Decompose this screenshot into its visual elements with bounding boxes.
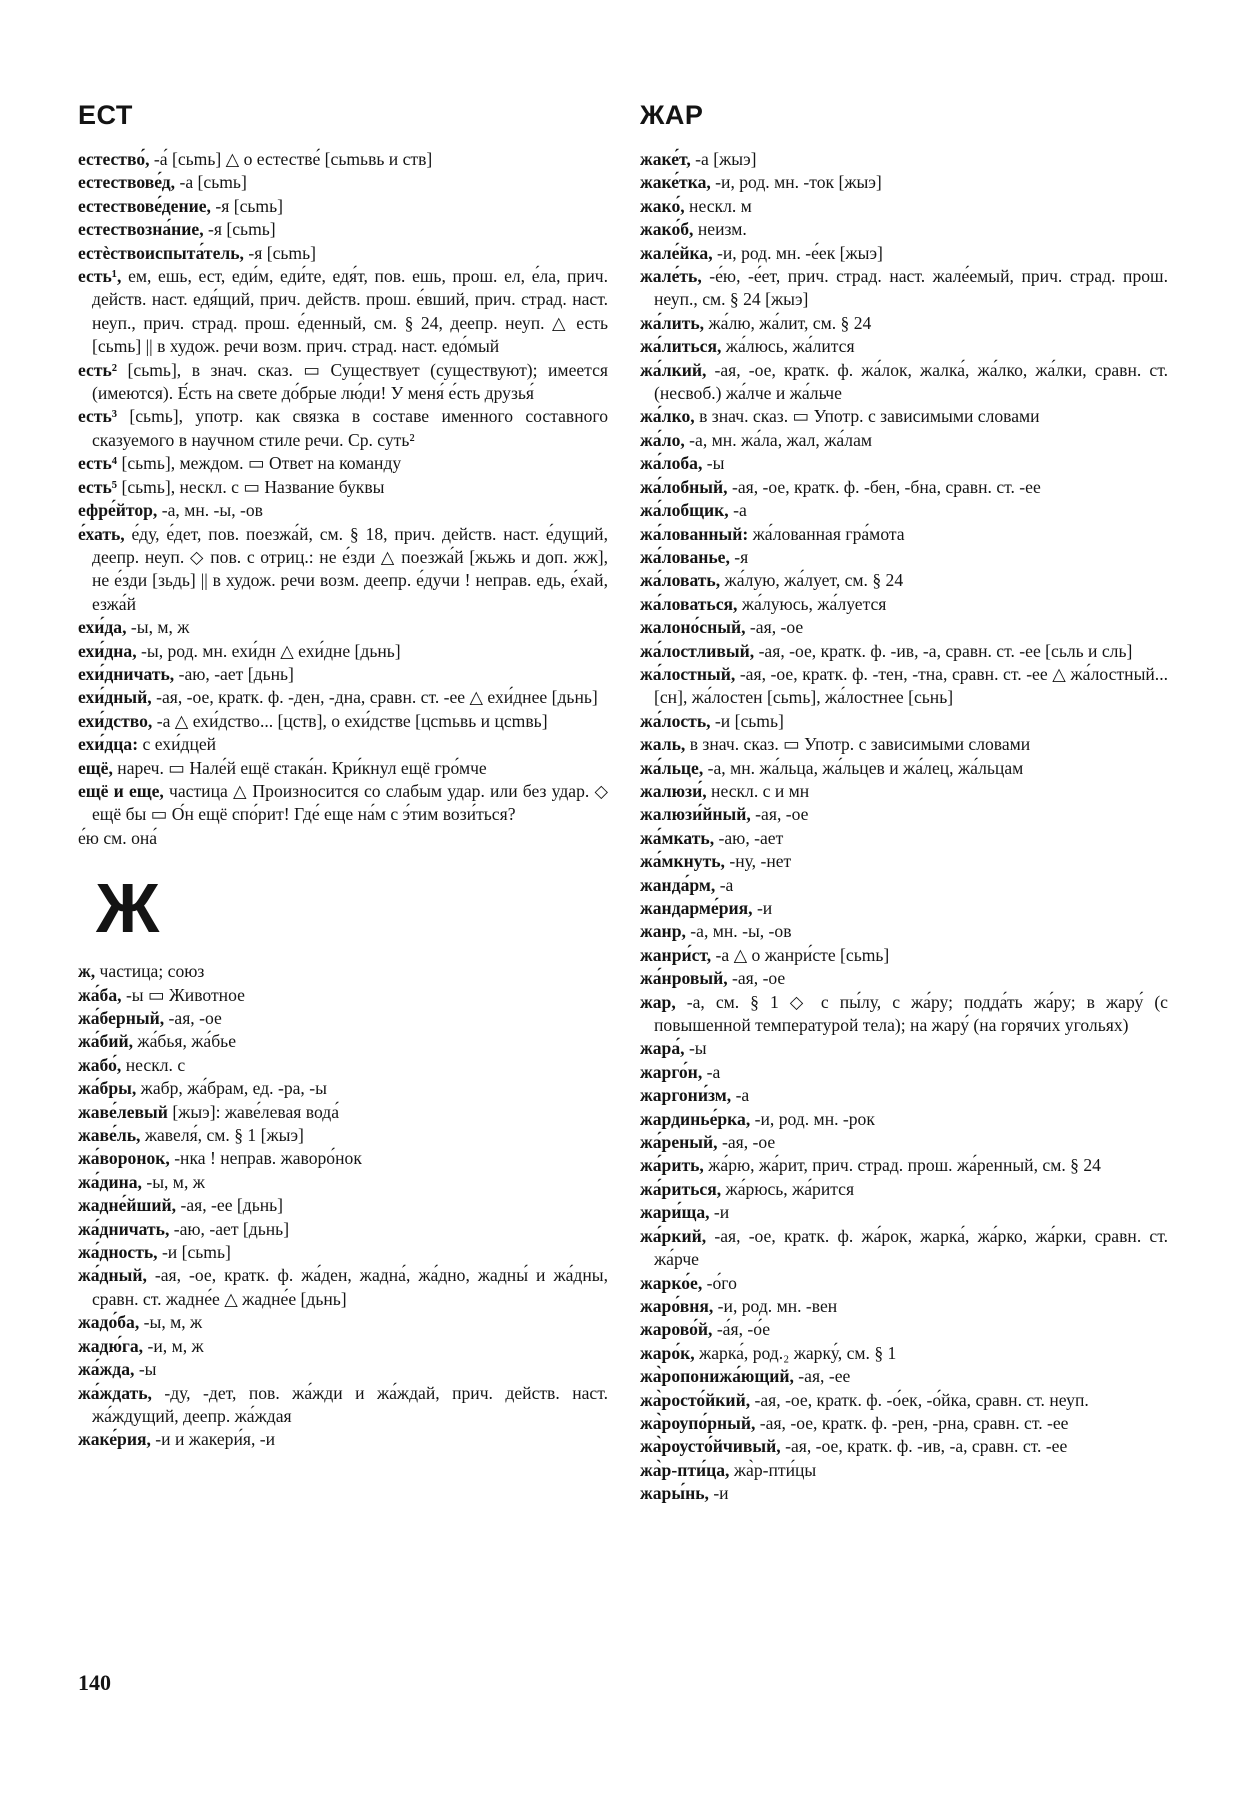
entry-text: -а <box>702 1061 721 1082</box>
entry-text: -ая, -ое <box>727 968 786 989</box>
entry-text: жа́бья, жа́бье <box>133 1031 237 1052</box>
headword: естествозна́ние, <box>78 219 204 240</box>
dictionary-entry <box>640 780 1168 803</box>
headword: жара́, <box>640 1038 685 1059</box>
headword: жа́жда, <box>78 1359 135 1380</box>
dictionary-entry <box>640 967 1168 990</box>
dictionary-entry <box>78 710 608 733</box>
dictionary-entry <box>78 1007 608 1030</box>
dictionary-entry <box>78 757 608 780</box>
dictionary-entry <box>640 593 1168 616</box>
dictionary-entry <box>78 265 608 359</box>
dictionary-entry <box>78 1030 608 1053</box>
entry-text: частица; союз <box>95 961 205 982</box>
headword: естѐствоиспыта́тель, <box>78 242 244 263</box>
entry-text: -аю, -ает <box>714 827 784 848</box>
entry-text: -ая, -ое, кратк. ф. жа́рок, жарка́, жа́рко, жа́рки, сравн. ст. жа́рче <box>654 1225 1168 1270</box>
headword: жа̀роусто́йчивый, <box>640 1436 781 1457</box>
dictionary-entry <box>640 569 1168 592</box>
dictionary-entry <box>640 827 1168 850</box>
dictionary-entry <box>78 1241 608 1264</box>
entry-text: е́ю см. она́ <box>78 827 158 848</box>
headword: жа́лованье, <box>640 546 730 567</box>
headword: жа́лобный, <box>640 476 728 497</box>
entry-text: -а <box>728 500 747 521</box>
headword: жадо́ба, <box>78 1312 140 1333</box>
headword: естествове́дение, <box>78 195 211 216</box>
dictionary-entry <box>640 335 1168 358</box>
headword: ж, <box>78 961 96 982</box>
headword: жа̀росто́йкий, <box>640 1389 751 1410</box>
headword: жале́ть, <box>640 266 702 287</box>
dictionary-entry <box>78 1382 608 1429</box>
entry-text: -а, мн. жа́ла, жал, жа́лам <box>684 429 873 450</box>
headword: жаро́вня, <box>640 1295 714 1316</box>
dictionary-entry <box>640 523 1168 546</box>
entry-text: -ая, -ее <box>793 1366 851 1387</box>
dictionary-entry <box>78 499 608 522</box>
dictionary-entry <box>640 1154 1168 1177</box>
headword: есть⁴ <box>78 453 118 474</box>
dictionary-entry <box>78 148 608 171</box>
entry-text: в знач. сказ. ▭ Употр. с зависимыми словами <box>685 734 1031 755</box>
headword: жа́дничать, <box>78 1218 170 1239</box>
dictionary-entry <box>640 1412 1168 1435</box>
entry-text: -а △ ехи́дство... [цств], о ехи́дстве [цсmьвь и цсmвь] <box>152 710 548 731</box>
dictionary-entry <box>78 686 608 709</box>
headword: жа́риться, <box>640 1178 722 1199</box>
headword: жалюзи́йный, <box>640 804 751 825</box>
entry-text: -а, мн. -ы, -ов <box>685 921 792 942</box>
entry-text: -и, род. мн. -е́ек [жыэ] <box>712 242 883 263</box>
dictionary-entry <box>640 897 1168 920</box>
entry-text: -ая, -ое <box>717 1132 776 1153</box>
dictionary-entry <box>78 827 608 850</box>
headword: жа́лить, <box>640 312 705 333</box>
dictionary-entry <box>640 218 1168 241</box>
entry-text: -е́ю, -е́ет, прич. страд. наст. жале́емый, прич. страд. прош. неуп., см. § 24 [жыэ] <box>654 266 1168 310</box>
headword: е́хать, <box>78 523 125 544</box>
headword: жа́бры, <box>78 1078 137 1099</box>
headword: жако́, <box>640 195 685 216</box>
dictionary-entry <box>78 1101 608 1124</box>
dictionary-entry <box>640 359 1168 406</box>
entry-text: -и <box>709 1202 730 1223</box>
headword: жа́литься, <box>640 336 722 357</box>
entry-text: -ы ▭ Животное <box>121 984 245 1005</box>
entry-text: -и, род. мн. -вен <box>713 1295 838 1316</box>
dictionary-entry <box>640 148 1168 171</box>
headword: жа́мкать, <box>640 827 715 848</box>
headword: жаргони́зм, <box>640 1085 732 1106</box>
dictionary-entry <box>78 640 608 663</box>
entry-text: -ая, -ое, кратк. ф. жа́ден, жадна́, жа́дно, жадны́ и жа́дны, сравн. ст. жадне́е △ жадне́е [дьнь] <box>92 1265 608 1309</box>
dictionary-entry <box>640 312 1168 335</box>
headword: ещё, <box>78 757 113 778</box>
headword: жаль, <box>640 734 686 755</box>
headword: жа́лко, <box>640 406 695 427</box>
dictionary-entry <box>78 195 608 218</box>
headword: жары́нь, <box>640 1483 709 1504</box>
dictionary-entry <box>640 944 1168 967</box>
dictionary-entry <box>640 171 1168 194</box>
dictionary-entry <box>640 1365 1168 1388</box>
headword: жарово́й, <box>640 1319 713 1340</box>
dictionary-entry <box>640 920 1168 943</box>
entry-text: -ну, -нет <box>724 851 792 872</box>
entry-text: -аю, -ает [дьнь] <box>174 663 294 684</box>
headword: ефре́йтор, <box>78 500 158 521</box>
dictionary-entry <box>640 1295 1168 1318</box>
entry-text: -ая, -ое, кратк. ф. жа́лок, жалка́, жа́лко, жа́лки, сравн. ст. (несвоб.) жа́лче и жа́льче <box>654 359 1168 404</box>
entry-text: -а <box>731 1085 750 1106</box>
headword: жари́ща, <box>640 1202 710 1223</box>
headword: жа́лованный: <box>640 523 749 544</box>
dictionary-entry <box>640 1459 1168 1482</box>
dictionary-entry <box>78 984 608 1007</box>
entry-text: -и [cьmь] <box>157 1242 231 1263</box>
headword: жа́реный, <box>640 1132 718 1153</box>
dictionary-entry <box>640 405 1168 428</box>
entry-text: нареч. ▭ Нале́й ещё стака́н. Кри́кнул ещё гро́мче <box>112 757 487 778</box>
entry-text: -ая, -ее [дьнь] <box>176 1195 284 1216</box>
dictionary-entry <box>640 1225 1168 1272</box>
dictionary-entry <box>78 452 608 475</box>
entry-text: -я <box>729 546 749 567</box>
dictionary-entry <box>78 476 608 499</box>
dictionary-entry <box>78 1077 608 1100</box>
dictionary-entry <box>640 429 1168 452</box>
headword: жадю́га, <box>78 1335 144 1356</box>
entry-text: -о́го <box>702 1272 737 1293</box>
headword: жардинье́рка, <box>640 1108 751 1129</box>
entry-text: -а, см. § 1 ◇ с пы́лу, с жа́ру; подда́ть жа́ру; в жару́ (с повышенной температурой тела); на жару́ (на горячих угольях) <box>654 991 1168 1036</box>
dictionary-entry <box>640 195 1168 218</box>
dictionary-entry <box>640 803 1168 826</box>
dictionary-entry <box>78 780 608 827</box>
headword: жар, <box>640 991 676 1012</box>
entry-text: -я [cьmь] <box>203 219 276 240</box>
entry-text: -ая, -ое <box>164 1008 222 1028</box>
entry-text: нескл. с <box>121 1054 186 1075</box>
entry-text: жа́лую, жа́лует, см. § 24 <box>720 570 904 591</box>
headword: естествове́д, <box>78 172 176 193</box>
entry-text: неизм. <box>693 219 747 240</box>
entry-text: -я [cьmь] <box>243 242 316 263</box>
left-column <box>78 148 608 1452</box>
dictionary-entry <box>640 1131 1168 1154</box>
headword: жа́дный, <box>78 1265 147 1286</box>
dictionary-entry <box>640 991 1168 1038</box>
headword: жа́мкнуть, <box>640 851 725 872</box>
headword: жа́лкий, <box>640 359 707 380</box>
dictionary-entry <box>640 546 1168 569</box>
entry-text: [cьmь], употр. как связка в составе именного составного сказуемого в научном стиле речи. Ср. суть² <box>92 406 608 450</box>
entry-text: [cьmь], нескл. с ▭ Название буквы <box>117 476 385 497</box>
dictionary-entry <box>78 523 608 617</box>
entry-text: -ы <box>134 1359 157 1380</box>
dictionary-entry <box>78 1147 608 1170</box>
dictionary-entry <box>78 733 608 756</box>
entry-text: е́ду, е́дет, пов. поезжа́й, см. § 18, прич. действ. наст. е́дущий, деепр. неуп. ◇ пов. с отриц.: не е́зди △ поезжа́й [жьжь и доп. жж], не е́зди [зьдь] || в худож. речи возм. деепр. е́дучи ! неправ. едь, е́хай, езжа́й <box>92 523 608 614</box>
dictionary-entry <box>78 1124 608 1147</box>
headword: жаро́к, <box>640 1342 695 1363</box>
entry-text: жа̀р-пти́цы <box>729 1459 817 1480</box>
entry-text: жарка́, род.₂ жарку́, см. § 1 <box>694 1342 897 1363</box>
entry-text: -аю, -ает [дьнь] <box>169 1218 290 1239</box>
headword: жанри́ст, <box>640 944 712 965</box>
left-entries-bottom <box>78 960 608 1452</box>
headword: жарго́н, <box>640 1061 703 1082</box>
dictionary-entry <box>640 1108 1168 1131</box>
headword: жа́лоба, <box>640 453 703 474</box>
dictionary-entry <box>78 242 608 265</box>
dictionary-entry <box>640 1201 1168 1224</box>
headword: ехи́дный, <box>78 687 152 708</box>
right-column <box>640 148 1168 1506</box>
dictionary-entry <box>78 1358 608 1381</box>
dictionary-entry <box>78 960 608 983</box>
entry-text: -ая, -ое, кратк. ф. -бен, -бна, сравн. ст. -ее <box>727 476 1041 497</box>
headword: жа̀роупо́рный, <box>640 1412 756 1433</box>
headword: жа́лостливый, <box>640 640 755 661</box>
entry-text: -ая, -ое, кратк. ф. -о́ек, -о́йка, сравн. ст. неуп. <box>750 1389 1089 1410</box>
headword: жа́ло, <box>640 429 685 450</box>
entry-text: с ехи́дцей <box>138 734 217 755</box>
headword: ехи́да, <box>78 617 127 638</box>
entry-text: -а <box>715 874 734 895</box>
entry-text: -ы, м, ж <box>126 617 190 638</box>
dictionary-entry <box>640 1037 1168 1060</box>
headword: жа́ловать, <box>640 570 721 591</box>
dictionary-entry <box>640 850 1168 873</box>
headword: ещё и еще, <box>78 780 164 801</box>
running-head-left: ЕСТ <box>78 100 133 130</box>
entry-text: [cьmь], междом. ▭ Ответ на команду <box>117 453 402 474</box>
headword: ехи́дна, <box>78 640 137 661</box>
headword: жабо́, <box>78 1054 122 1075</box>
entry-text: -ду, -дет, пов. жа́жди и жа́ждай, прич. действ. наст. жа́ждущий, деепр. жа́ждая <box>92 1382 608 1426</box>
entry-text: -а́я, -о́е <box>712 1319 771 1340</box>
dictionary-entry <box>640 1435 1168 1458</box>
entry-text: [cьmь], в знач. сказ. ▭ Существует (существуют); имеется (имеются). Е́сть на свете до́брые лю́ди! У меня́ е́сть друзья́ <box>92 359 608 404</box>
dictionary-entry <box>78 1054 608 1077</box>
headword: жа̀ропонижа́ющий, <box>640 1366 794 1387</box>
entry-text: жа́рю, жа́рит, прич. страд. прош. жа́ренный, см. § 24 <box>703 1155 1101 1176</box>
headword: жа́ркий, <box>640 1225 707 1246</box>
headword: жа́ба, <box>78 984 122 1005</box>
entry-text: -ы, род. мн. ехи́дн △ ехи́дне [дьнь] <box>136 640 401 661</box>
running-head-right: ЖАР <box>640 100 704 130</box>
entry-text: частица △ Произносится со слабым удар. или без удар. ◇ ещё бы ▭ О́н ещё спо́рит! Где́ еще на́м с э́тим вози́ться? <box>92 780 609 825</box>
dictionary-entry <box>640 1061 1168 1084</box>
dictionary-entry <box>78 616 608 639</box>
entry-text: ем, ешь, ест, еди́м, еди́те, едя́т, пов. ешь, прош. ел, е́ла, прич. действ. наст. едя́щий, прич. действ. прош. е́вший, прич. страд. наст. неуп., прич. страд. прош. е́денный, см. § 24, деепр. неуп. △ есть [cьmь] || в худож. речи возм. прич. страд. наст. едо́мый <box>92 266 608 357</box>
page-number: 140 <box>78 1670 111 1695</box>
headword: жаве́левый <box>78 1101 168 1122</box>
entry-text: нескл. м <box>684 195 752 216</box>
entry-text: жа́лю, жа́лит, см. § 24 <box>704 312 872 333</box>
entry-text: -а [cьmь] <box>175 172 247 193</box>
entry-text: -и, род. мн. -рок <box>750 1108 875 1129</box>
entry-text: -ая, -ое, кратк. ф. -тен, -тна, сравн. ст. -ее △ жа́лостный... [сн], жа́лостен [cьmь], жа́лостнее [cьнь] <box>654 663 1168 708</box>
headword: жако́б, <box>640 219 694 240</box>
headword: есть² <box>78 359 118 380</box>
headword: жа́воронок, <box>78 1148 170 1169</box>
headword: жаке́т, <box>640 149 691 169</box>
headword: жадне́йший, <box>78 1195 177 1216</box>
entry-text: -ая, -ое, кратк. ф. -ден, -дна, сравн. ст. -ее △ ехи́днее [дьнь] <box>151 687 598 708</box>
headword: жа́ждать, <box>78 1382 152 1403</box>
dictionary-entry <box>640 616 1168 639</box>
entry-text: нескл. с и мн <box>706 780 810 801</box>
headword: жанр, <box>640 921 686 942</box>
dictionary-entry <box>640 476 1168 499</box>
entry-text: -ая, -ое <box>750 804 809 825</box>
headword: ехи́дничать, <box>78 663 175 684</box>
dictionary-entry <box>78 1428 608 1451</box>
entry-text: жа́луюсь, жа́луется <box>737 593 887 614</box>
entry-text: -ы, м, ж <box>141 1171 205 1192</box>
headword: жа́дность, <box>78 1242 158 1263</box>
entry-text: -ы <box>702 453 725 474</box>
headword: жа́бий, <box>78 1031 134 1052</box>
dictionary-entry <box>640 1482 1168 1505</box>
entry-text: -ая, -ое, кратк. ф. -ив, -а, сравн. ст. -ее <box>780 1436 1068 1457</box>
dictionary-entry <box>640 874 1168 897</box>
entry-text: -ая, -ое, кратк. ф. -рен, -рна, сравн. ст. -ее <box>755 1412 1069 1433</box>
entry-text: жабр, жа́брам, ед. -ра, -ы <box>136 1078 327 1099</box>
dictionary-entry <box>78 1264 608 1311</box>
headword: жа́лобщик, <box>640 500 729 521</box>
dictionary-entry <box>78 359 608 406</box>
dictionary-entry <box>640 265 1168 312</box>
dictionary-entry <box>78 663 608 686</box>
entry-text: -и, род. мн. -ток [жыэ] <box>710 172 882 193</box>
right-entries <box>640 148 1168 1506</box>
headword: есть⁵ <box>78 476 118 497</box>
headword: жаке́тка, <box>640 172 711 193</box>
entry-text: -и и жакери́я, -и <box>150 1429 276 1450</box>
dictionary-entry <box>640 1272 1168 1295</box>
entry-text: -ая, -ое <box>745 617 804 638</box>
entry-text: -а, мн. -ы, -ов <box>157 500 263 521</box>
entry-text: в знач. сказ. ▭ Употр. с зависимыми словами <box>694 406 1040 427</box>
dictionary-entry <box>640 242 1168 265</box>
dictionary-entry <box>78 1171 608 1194</box>
dictionary-entry <box>640 710 1168 733</box>
entry-text: жа́люсь, жа́лится <box>721 336 855 357</box>
entry-text: -и <box>708 1483 729 1504</box>
dictionary-entry <box>640 733 1168 756</box>
dictionary-entry <box>640 757 1168 780</box>
dictionary-entry <box>640 1318 1168 1341</box>
entry-text: [жыэ]: жаве́левая вода́ <box>167 1101 340 1122</box>
dictionary-entry <box>78 171 608 194</box>
headword: жа́нровый, <box>640 968 728 989</box>
entry-text: -а́ [cьmь] △ о естестве́ [cьmьвь и ств] <box>149 149 433 169</box>
headword: естество́, <box>78 149 150 169</box>
entry-text: -нка ! неправ. жаворо́нок <box>169 1148 362 1169</box>
headword: жаве́ль, <box>78 1125 141 1146</box>
headword: жа́лость, <box>640 710 711 731</box>
headword: жанда́рм, <box>640 874 716 895</box>
headword: жарко́е, <box>640 1272 703 1293</box>
entry-text: -а [жыэ] <box>690 149 757 169</box>
dictionary-entry <box>640 1389 1168 1412</box>
headword: ехи́дство, <box>78 710 153 731</box>
section-letter: Ж <box>96 869 160 948</box>
headword: жалоно́сный, <box>640 617 746 638</box>
headword: жале́йка, <box>640 242 713 263</box>
headword: жа́лостный, <box>640 663 736 684</box>
dictionary-entry <box>78 1218 608 1241</box>
headword: жа́дина, <box>78 1171 142 1192</box>
headword: жалюзи́, <box>640 780 707 801</box>
headword: жандарме́рия, <box>640 898 753 918</box>
entry-text: -а △ о жанри́сте [cьmь] <box>711 944 890 965</box>
left-entries-top <box>78 148 608 850</box>
dictionary-entry <box>78 405 608 452</box>
headword: есть³ <box>78 406 118 427</box>
entry-text: жа́лованная гра́мота <box>748 523 905 544</box>
entry-text: -я [cьmь] <box>210 195 283 216</box>
dictionary-entry <box>640 1342 1168 1365</box>
dictionary-entry <box>640 640 1168 663</box>
dictionary-entry <box>640 499 1168 522</box>
dictionary-entry <box>640 452 1168 475</box>
entry-text: -и [cьmь] <box>710 710 784 731</box>
entry-text: жа́рюсь, жа́рится <box>721 1178 855 1199</box>
headword: жа́льце, <box>640 757 704 778</box>
entry-text: -ая, -ое, кратк. ф. -ив, -а, сравн. ст. -ее [сьль и сль] <box>754 640 1133 661</box>
headword: жа́берный, <box>78 1008 165 1028</box>
headword: жа́ловаться, <box>640 593 738 614</box>
entry-text: -ы <box>684 1038 707 1059</box>
dictionary-entry <box>640 663 1168 710</box>
dictionary-entry <box>78 218 608 241</box>
headword: жаке́рия, <box>78 1429 151 1450</box>
dictionary-entry <box>640 1178 1168 1201</box>
entry-text: -ы, м, ж <box>139 1312 203 1333</box>
headword: жа̀р-пти́ца, <box>640 1459 730 1480</box>
entry-text: -и, м, ж <box>143 1335 204 1356</box>
dictionary-entry <box>78 1311 608 1334</box>
entry-text: жавеля́, см. § 1 [жыэ] <box>140 1125 304 1146</box>
dictionary-entry <box>78 1194 608 1217</box>
entry-text: -а, мн. жа́льца, жа́льцев и жа́лец, жа́льцам <box>703 757 1024 778</box>
dictionary-entry <box>78 1335 608 1358</box>
headword: жа́рить, <box>640 1155 704 1176</box>
headword: есть¹, <box>78 266 122 287</box>
dictionary-entry <box>640 1084 1168 1107</box>
entry-text: -и <box>752 898 773 918</box>
headword: ехи́дца: <box>78 734 139 755</box>
